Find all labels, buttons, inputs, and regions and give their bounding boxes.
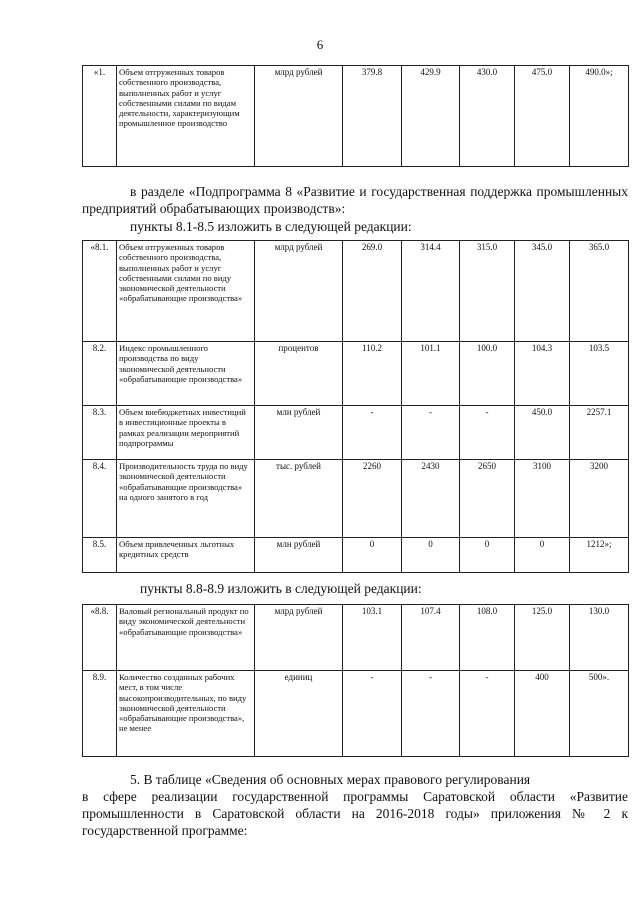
value-2-cell: 314.4 <box>402 241 460 342</box>
unit-cell: млрд рублей <box>255 241 343 342</box>
value-3-cell: 2650 <box>460 460 515 538</box>
value-2-cell: 0 <box>402 538 460 573</box>
value-1-cell: - <box>343 671 402 757</box>
value-3-cell: - <box>460 406 515 460</box>
indicator-name-cell: Индекс промышленного производства по виду экономической деятельности «обрабатывающие производства» <box>117 342 255 406</box>
value-1-cell: - <box>343 406 402 460</box>
items-8-8-8-9-heading: пункты 8.8-8.9 изложить в следующей редакции: <box>140 581 422 596</box>
table-row <box>83 342 629 406</box>
value-1-cell: 0 <box>343 538 402 573</box>
row-number-cell: «1. <box>83 66 117 167</box>
value-1-cell: 2260 <box>343 460 402 538</box>
indicator-name-cell: Объем отгруженных товаров собственного производства, выполненных работ и услуг собственными силами по виду экономической деятельности «обрабатывающие производства» <box>117 241 255 342</box>
value-2-cell: - <box>402 671 460 757</box>
table-row <box>83 66 629 167</box>
row-number-cell: 8.3. <box>83 406 117 460</box>
table-row <box>83 605 629 671</box>
unit-cell: тыс. рублей <box>255 460 343 538</box>
value-3-cell: 315.0 <box>460 241 515 342</box>
value-5-cell: 490.0»; <box>570 66 629 167</box>
section-intro-paragraph: в разделе «Подпрограмма 8 «Развитие и государственная поддержка промышленных предприятий обрабатывающих производств»: <box>82 184 628 216</box>
row-number-cell: «8.1. <box>83 241 117 342</box>
value-4-cell: 125.0 <box>515 605 570 671</box>
value-1-cell: 110.2 <box>343 342 402 406</box>
indicator-table-1 <box>82 65 629 167</box>
page-number: 6 <box>316 37 324 52</box>
value-5-cell: 500». <box>570 671 629 757</box>
indicator-name-cell: Валовый региональный продукт по виду экономической деятельности «обрабатывающие производства» <box>117 605 255 671</box>
value-5-cell: 130.0 <box>570 605 629 671</box>
value-4-cell: 0 <box>515 538 570 573</box>
row-number-cell: 8.9. <box>83 671 117 757</box>
item-5-paragraph: в сфере реализации государственной программы Саратовской области «Развитие промышленности в Саратовской области на 2016-2018 годы» приложения № 2 к государственной программе: <box>82 789 628 838</box>
value-1-cell: 379.8 <box>343 66 402 167</box>
value-2-cell: - <box>402 406 460 460</box>
table-row <box>83 460 629 538</box>
value-5-cell: 365.0 <box>570 241 629 342</box>
value-1-cell: 103.1 <box>343 605 402 671</box>
table-row <box>83 671 629 757</box>
row-number-cell: 8.4. <box>83 460 117 538</box>
table-row <box>83 241 629 342</box>
value-4-cell: 400 <box>515 671 570 757</box>
value-5-cell: 2257.1 <box>570 406 629 460</box>
value-5-cell: 103.5 <box>570 342 629 406</box>
indicator-name-cell: Производительность труда по виду экономической деятельности «обрабатывающие производства» на одного занятого в год <box>117 460 255 538</box>
item-5-first-line: 5. В таблице «Сведения об основных мерах правового регулирования <box>130 772 531 787</box>
value-2-cell: 2430 <box>402 460 460 538</box>
value-4-cell: 475.0 <box>515 66 570 167</box>
row-number-cell: 8.5. <box>83 538 117 573</box>
unit-cell: млн рублей <box>255 538 343 573</box>
unit-cell: единиц <box>255 671 343 757</box>
indicator-name-cell: Объем отгруженных товаров собственного производства, выполненных работ и услуг собственными силами по видам деятельности, характеризующим промышленное производство <box>117 66 255 167</box>
value-4-cell: 104.3 <box>515 342 570 406</box>
value-4-cell: 345.0 <box>515 241 570 342</box>
value-3-cell: - <box>460 671 515 757</box>
value-2-cell: 107.4 <box>402 605 460 671</box>
value-3-cell: 100.0 <box>460 342 515 406</box>
value-2-cell: 101.1 <box>402 342 460 406</box>
value-1-cell: 269.0 <box>343 241 402 342</box>
value-5-cell: 1212»; <box>570 538 629 573</box>
value-4-cell: 3100 <box>515 460 570 538</box>
unit-cell: млрд рублей <box>255 605 343 671</box>
indicator-name-cell: Количество созданных рабочих мест, в том числе высокопроизводительных, по виду экономической деятельности «обрабатывающие производства», не менее <box>117 671 255 757</box>
row-number-cell: «8.8. <box>83 605 117 671</box>
items-8-1-8-5-heading: пункты 8.1-8.5 изложить в следующей редакции: <box>130 219 412 234</box>
value-3-cell: 0 <box>460 538 515 573</box>
value-5-cell: 3200 <box>570 460 629 538</box>
unit-cell: процентов <box>255 342 343 406</box>
indicator-table-2 <box>82 240 629 573</box>
unit-cell: млн рублей <box>255 406 343 460</box>
unit-cell: млрд рублей <box>255 66 343 167</box>
table-row <box>83 538 629 573</box>
row-number-cell: 8.2. <box>83 342 117 406</box>
indicator-name-cell: Объем привлеченных льготных кредитных средств <box>117 538 255 573</box>
value-4-cell: 450.0 <box>515 406 570 460</box>
indicator-name-cell: Объем внебюджетных инвестиций в инвестиционные проекты в рамках реализации мероприятий подпрограммы <box>117 406 255 460</box>
value-3-cell: 108.0 <box>460 605 515 671</box>
value-2-cell: 429.9 <box>402 66 460 167</box>
value-3-cell: 430.0 <box>460 66 515 167</box>
table-row <box>83 406 629 460</box>
indicator-table-3 <box>82 604 629 757</box>
